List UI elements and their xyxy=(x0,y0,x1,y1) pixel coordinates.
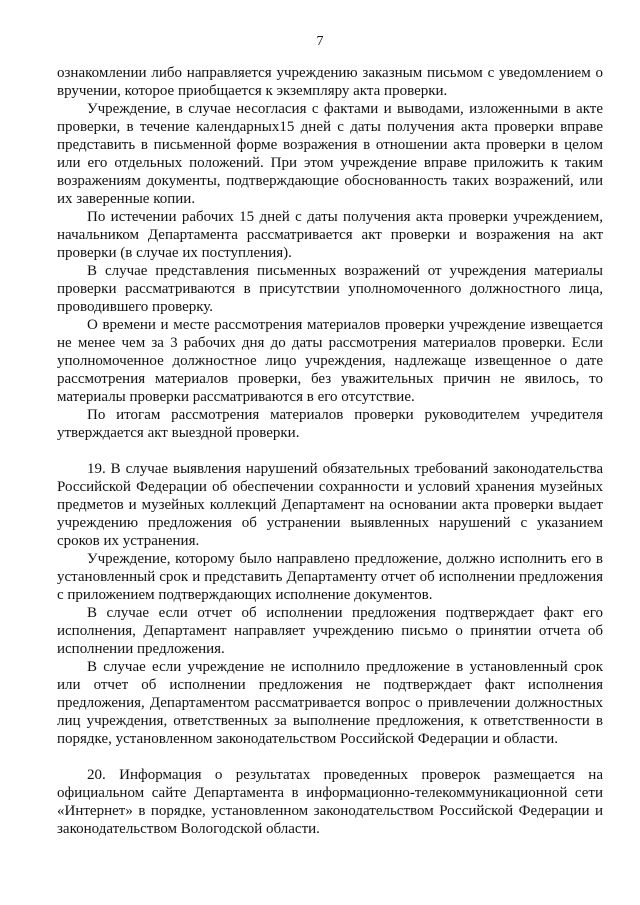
paragraph-review-deadline: По истечении рабочих 15 дней с даты получения акта проверки учреждением, начальником Департамента рассматривается акт проверки и возражения на акт проверки (в случае их поступления). xyxy=(57,209,603,261)
paragraph-execution: Учреждение, которому было направлено предложение, должно исполнить его в установленный срок и представить Департаменту отчет об исполнении предложения с приложением подтверждающих исполнение документов. xyxy=(57,551,603,603)
paragraph-non-execution: В случае если учреждение не исполнило предложение в установленный срок или отчет об исполнении предложения не подтверждает факт исполнения предложения, Департаментом рассматривается вопрос о привлечении должностных лиц учреждения, ответственных за выполнение предложения, к ответственности в порядке, установленном законодательством Российской Федерации и области. xyxy=(57,659,603,747)
paragraph-written-objections: В случае представления письменных возражений от учреждения материалы проверки рассматриваются в присутствии уполномоченного должностного лица, проводившего проверку. xyxy=(57,263,603,315)
paragraph-review-result: По итогам рассмотрения материалов проверки руководителем учредителя утверждается акт выездной проверки. xyxy=(57,407,603,441)
section-gap xyxy=(57,442,603,460)
page-number: 7 xyxy=(316,34,324,49)
paragraph-continuation: ознакомлении либо направляется учреждению заказным письмом с уведомлением о вручении, которое приобщается к экземпляру акта проверки. xyxy=(57,65,603,99)
document-body xyxy=(57,64,603,838)
paragraph-report-accepted: В случае если отчет об исполнении предложения подтверждает факт его исполнения, Департамент направляет учреждению письмо о принятии отчета об исполнении предложения. xyxy=(57,605,603,657)
paragraph-section-20: 20. Информация о результатах проведенных проверок размещается на официальном сайте Департамента в информационно-телекоммуникационной сети «Интернет» в порядке, установленном законодательством Российской Федерации и законодательством Вологодской области. xyxy=(57,767,603,837)
paragraph-objections: Учреждение, в случае несогласия с фактами и выводами, изложенными в акте проверки, в течение календарных15 дней с даты получения акта проверки вправе представить в письменной форме возражения в отношении акта проверки в целом или его отдельных положений. При этом учреждение вправе приложить к таким возражениям документы, подтверждающие обоснованность таких возражений, или их заверенные копии. xyxy=(57,101,603,207)
paragraph-review-notice: О времени и месте рассмотрения материалов проверки учреждение извещается не менее чем за 3 рабочих дня до даты рассмотрения материалов проверки. Если уполномоченное должностное лицо учреждения, надлежаще извещенное о дате рассмотрения материалов проверки, без уважительных причин не явилось, то материалы проверки рассматриваются в его отсутствие. xyxy=(57,317,603,405)
paragraph-section-19: 19. В случае выявления нарушений обязательных требований законодательства Российской Федерации об обеспечении сохранности и условий хранения музейных предметов и музейных коллекций Департамент на основании акта проверки выдает учреждению предложения об устранении выявленных нарушений с указанием сроков их устранения. xyxy=(57,461,603,549)
section-gap xyxy=(57,748,603,766)
